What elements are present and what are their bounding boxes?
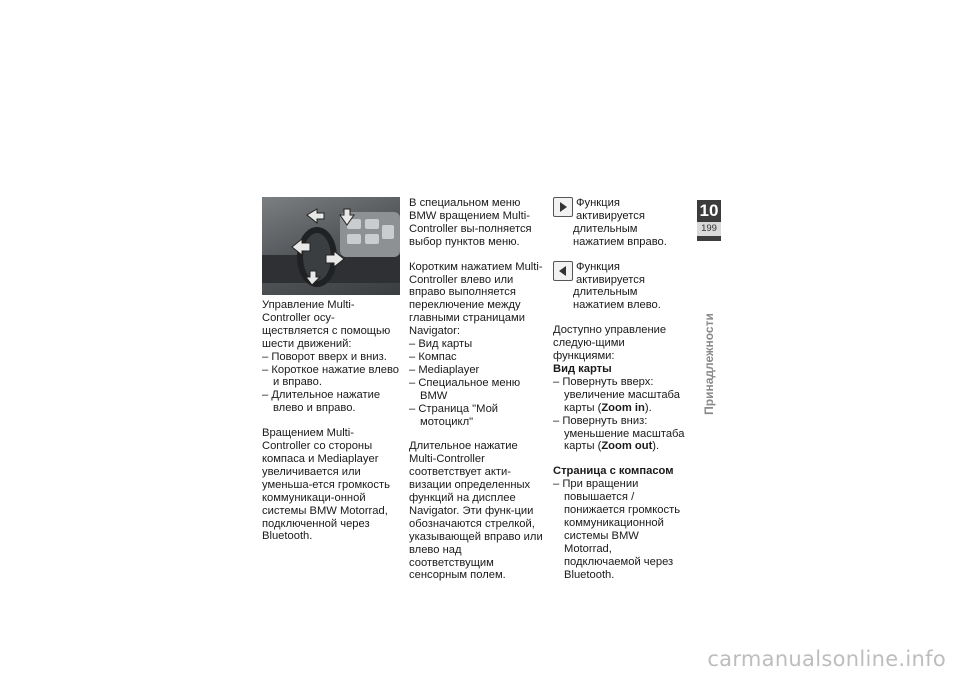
list-item: – При вращении повышается / понижается громкость коммуникационной системы BMW Motorrad, подключаемой через Bluetooth.	[553, 478, 689, 581]
list-item: – Специальное меню BMW	[409, 377, 545, 403]
volume-paragraph: Вращением Multi-Controller со стороны компаса и Mediaplayer увеличивается или уменьша-ется громкость коммуникаци-онной системы BMW Motorrad, подключенной через Bluetooth.	[262, 427, 390, 543]
chapter-marker	[697, 200, 721, 241]
functions-intro: Доступно управление следую-щими функциями:	[553, 324, 667, 363]
long-press-paragraph: Длительное нажатие Multi-Controller соответствует акти-визации определенных функций на дисплее Navigator. Эти функ-ции обозначаются стрелкой, указывающей вправо или влево над соответствущим сенсорным полем.	[409, 440, 543, 582]
handlebar-illustration	[262, 197, 400, 295]
list-item: – Длительное нажатие влево и вправо.	[262, 389, 400, 415]
watermark: carmanualsonline.info	[707, 647, 946, 671]
list-item: – Mediaplayer	[409, 364, 545, 377]
list-item: – Страница "Мой мотоцикл"	[409, 403, 545, 429]
page-number: 199	[697, 222, 721, 236]
right-note-text: Функция активируется длительным нажатием вправо.	[573, 197, 667, 248]
list-item: – Повернуть вниз: уменьшение масштаба карты (Zoom out).	[553, 415, 689, 454]
multi-controller-photo	[262, 197, 400, 295]
zoom-out-text: Повернуть вниз: уменьшение масштаба карты (	[562, 414, 685, 453]
special-menu-paragraph: В специальном меню BMW вращением Multi-Controller вы-полняется выбор пунктов меню.	[409, 197, 532, 248]
column-1	[262, 299, 400, 543]
arrow-right-icon	[553, 197, 573, 217]
map-view-heading: Вид карты	[553, 362, 612, 375]
column-3	[553, 197, 689, 581]
chapter-number: 10	[699, 201, 719, 220]
section-side-title	[701, 313, 717, 415]
right-arrow-note	[553, 197, 689, 249]
left-arrow-note	[553, 261, 689, 313]
left-note-text: Функция активируется длительным нажатием влево.	[573, 260, 661, 312]
arrow-left-icon	[553, 261, 573, 281]
list-item: – Короткое нажатие влево и вправо.	[262, 364, 400, 390]
photo-caption: Управление Multi-Controller осу-ществляется с помощью шести движений:	[262, 299, 391, 350]
compass-heading: Страница с компасом	[553, 465, 674, 478]
column-2	[409, 197, 545, 582]
zoom-out-label: Zoom out	[601, 440, 653, 453]
short-press-paragraph: Коротким нажатием Multi-Controller влево или вправо выполняется переключение между главными страницами Navigator:	[409, 260, 543, 338]
zoom-in-label: Zoom in	[601, 401, 645, 414]
list-item: – Компас	[409, 351, 545, 364]
list-item: – Поворот вверх и вниз.	[262, 351, 400, 364]
list-item: – Повернуть вверх: увеличение масштаба карты (Zoom in).	[553, 376, 689, 415]
side-title-text: Принадлежности	[702, 313, 716, 415]
zoom-in-text: Повернуть вверх: увеличение масштаба карты (	[562, 375, 680, 414]
list-item: – Вид карты	[409, 338, 545, 351]
